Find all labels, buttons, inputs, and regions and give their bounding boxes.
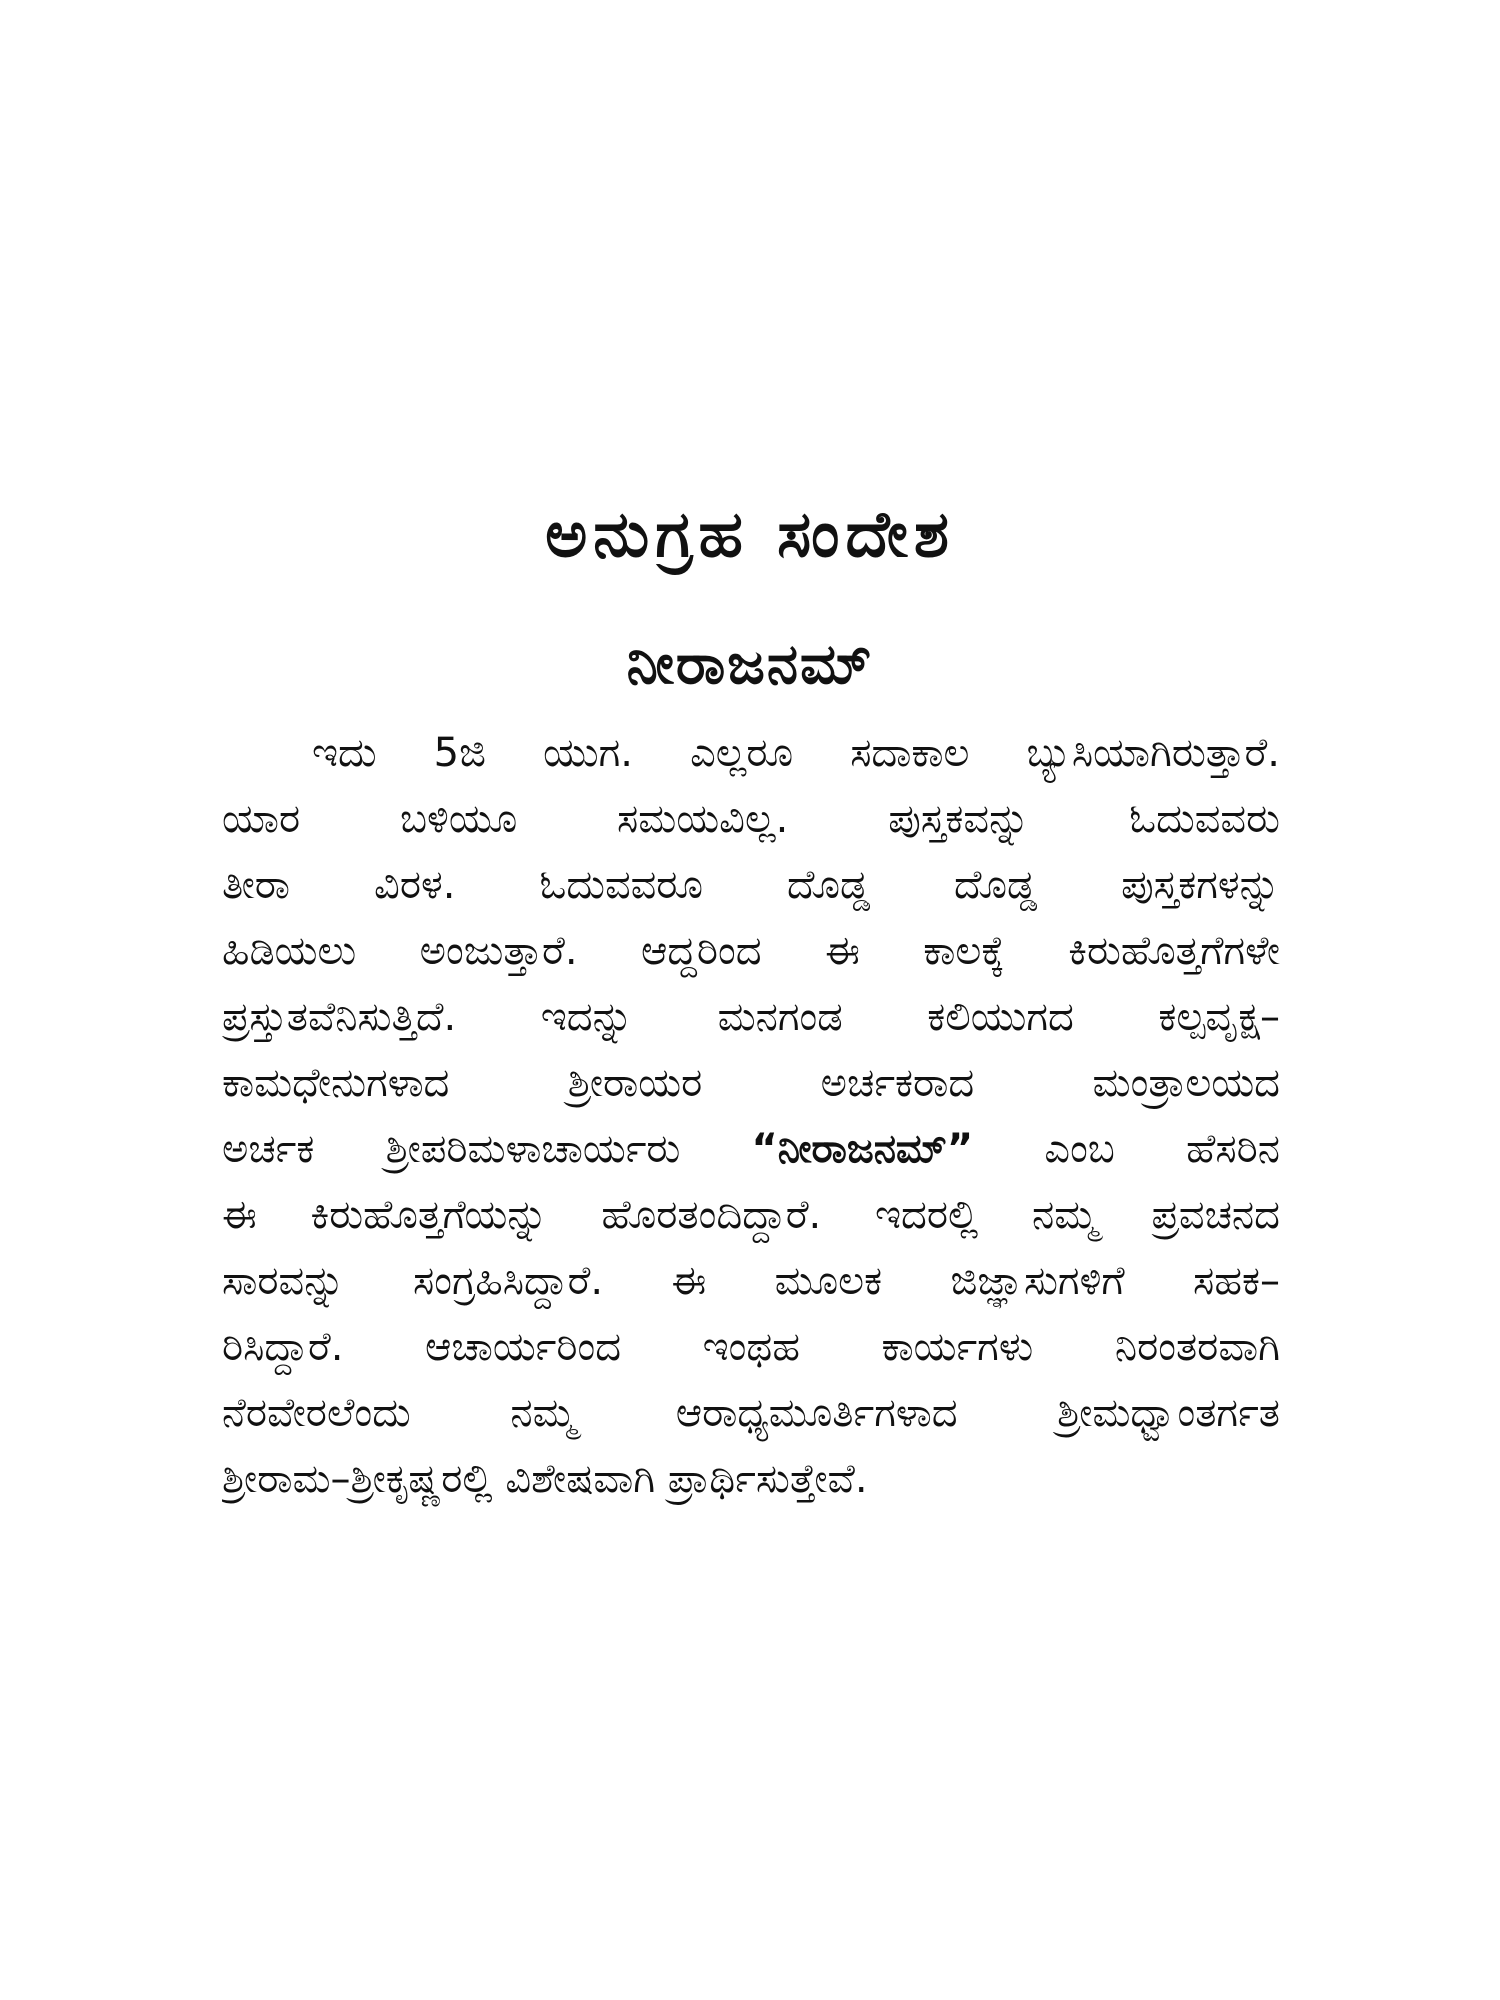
paragraph-line: ಯಾರ ಬಳಿಯೂ ಸಮಯವಿಲ್ಲ. ಪುಸ್ತಕವನ್ನು ಓದುವವರು xyxy=(222,796,1280,842)
paragraph-line: ಈ ಕಿರುಹೊತ್ತಗೆಯನ್ನು ಹೊರತಂದಿದ್ದಾರೆ. ಇದರಲ್ಲಿ ನಮ್ಮ ಪ್ರವಚನದ xyxy=(222,1192,1280,1238)
paragraph-line: ರಿಸಿದ್ದಾರೆ. ಆಚಾರ್ಯರಿಂದ ಇಂಥಹ ಕಾರ್ಯಗಳು ನಿರಂತರವಾಗಿ xyxy=(222,1324,1280,1370)
paragraph-line: ಪ್ರಸ್ತುತವೆನಿಸುತ್ತಿದೆ. ಇದನ್ನು ಮನಗಂಡ ಕಲಿಯುಗದ ಕಲ್ಪವೃಕ್ಷ– xyxy=(222,994,1280,1040)
paragraph-line: ಕಾಮಧೇನುಗಳಾದ ಶ್ರೀರಾಯರ ಅರ್ಚಕರಾದ ಮಂತ್ರಾಲಯದ xyxy=(222,1060,1280,1106)
paragraph-line: ನೆರವೇರಲೆಂದು ನಮ್ಮ ಆರಾಧ್ಯಮೂರ್ತಿಗಳಾದ ಶ್ರೀಮಧ್ವಾಂತರ್ಗತ xyxy=(222,1390,1280,1436)
paragraph-line-last: ಶ್ರೀರಾಮ–ಶ್ರೀಕೃಷ್ಣರಲ್ಲಿ ವಿಶೇಷವಾಗಿ ಪ್ರಾರ್ಥಿಸುತ್ತೇವೆ. xyxy=(222,1456,868,1502)
paragraph-line: ತೀರಾ ವಿರಳ. ಓದುವವರೂ ದೊಡ್ಡ ದೊಡ್ಡ ಪುಸ್ತಕಗಳನ್ನು xyxy=(222,862,1280,908)
paragraph-line: ಸಾರವನ್ನು ಸಂಗ್ರಹಿಸಿದ್ದಾರೆ. ಈ ಮೂಲಕ ಜಿಜ್ಞಾಸುಗಳಿಗೆ ಸಹಕ– xyxy=(222,1258,1280,1304)
line-text-before: ಅರ್ಚಕ ಶ್ರೀಪರಿಮಳಾಚಾರ್ಯರು xyxy=(222,1126,752,1172)
paragraph-line: ಹಿಡಿಯಲು ಅಂಜುತ್ತಾರೆ. ಆದ್ದರಿಂದ ಈ ಕಾಲಕ್ಕೆ ಕಿರುಹೊತ್ತಗೆಗಳೇ xyxy=(222,928,1280,974)
page-subtitle: ನೀರಾಜನಮ್ xyxy=(626,632,874,697)
book-title-emphasis: “ನೀರಾಜನಮ್” xyxy=(751,1126,974,1172)
page-title: ಅನುಗ್ರಹ ಸಂದೇಶ xyxy=(545,498,955,572)
line-text-after: ಎಂಬ ಹೆಸರಿನ xyxy=(973,1126,1280,1172)
paragraph-line: ಇದು 5ಜಿ ಯುಗ. ಎಲ್ಲರೂ ಸದಾಕಾಲ ಬ್ಯುಸಿಯಾಗಿರುತ್ತಾರೆ. xyxy=(312,730,1280,776)
paragraph-line-with-emphasis xyxy=(222,1116,1280,1182)
body-paragraph xyxy=(222,720,1280,1512)
